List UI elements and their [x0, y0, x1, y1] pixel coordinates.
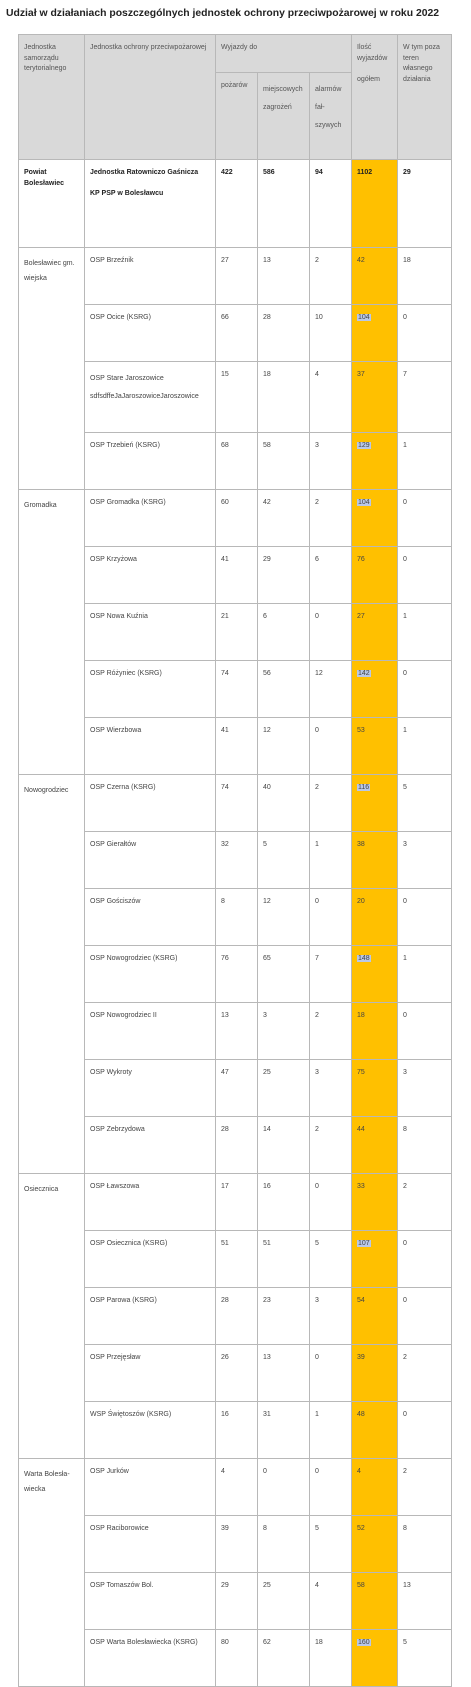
mz-cell: 51: [258, 1231, 310, 1288]
header-poza: W tym poza teren własnego działania: [398, 35, 452, 160]
summary-unit-line2: KP PSP w Bolesławcu: [90, 190, 164, 197]
pozary-cell: 28: [216, 1117, 258, 1174]
unit-cell: OSP Gierałtów: [85, 832, 216, 889]
af-cell: 4: [310, 1573, 352, 1630]
total-cell: [352, 832, 398, 889]
page-title: Udział w działaniach poszczególnych jednostek ochrony przeciwpożarowej w roku 2022: [6, 8, 440, 19]
header-unit: Jednostka ochrony przeciwpożarowej: [85, 35, 216, 160]
unit-cell: OSP Parowa (KSRG): [85, 1288, 216, 1345]
total-value: 104: [358, 314, 370, 321]
total-value: 75: [357, 1069, 365, 1076]
unit-cell: OSP Przejęsław: [85, 1345, 216, 1402]
total-value: 53: [357, 727, 365, 734]
pozary-cell: 15: [216, 362, 258, 433]
unit-cell: OSP Trzebień (KSRG): [85, 433, 216, 490]
af-cell: 2: [310, 775, 352, 832]
total-value: 42: [357, 257, 365, 264]
total-cell: [352, 1117, 398, 1174]
summary-unit: [85, 160, 216, 248]
total-value: 148: [358, 955, 370, 962]
table-row: [19, 1459, 452, 1516]
table-row: [19, 775, 452, 832]
mz-cell: 25: [258, 1060, 310, 1117]
pozary-cell: 29: [216, 1573, 258, 1630]
unit-cell: OSP Nowogrodziec (KSRG): [85, 946, 216, 1003]
pozary-cell: 13: [216, 1003, 258, 1060]
pozary-cell: 51: [216, 1231, 258, 1288]
total-cell: [352, 1231, 398, 1288]
total-value: 116: [358, 784, 370, 791]
mz-cell: 25: [258, 1573, 310, 1630]
mz-cell: 58: [258, 433, 310, 490]
af-cell: 3: [310, 1060, 352, 1117]
pozary-cell: 47: [216, 1060, 258, 1117]
header-ilosc: [352, 35, 398, 160]
af-cell: 2: [310, 1117, 352, 1174]
pozary-cell: 68: [216, 433, 258, 490]
pozary-cell: 74: [216, 775, 258, 832]
total-cell: [352, 1402, 398, 1459]
af-cell: 5: [310, 1231, 352, 1288]
header-mz: miejscowych zagrożeń: [258, 73, 310, 160]
total-value: 4: [357, 1468, 361, 1475]
poza-cell: 5: [398, 775, 452, 832]
mz-cell: 42: [258, 490, 310, 547]
af-cell: 4: [310, 362, 352, 433]
mz-cell: 65: [258, 946, 310, 1003]
total-cell: [352, 248, 398, 305]
header-af: alarmów fał-szywych: [310, 73, 352, 160]
unit-cell: OSP Stare Jaroszowice sdfsdffeJaJaroszowiceJaroszowice: [85, 362, 216, 433]
jst-cell: Nowogrodziec: [19, 775, 85, 1174]
total-value: 76: [357, 556, 365, 563]
mz-cell: 13: [258, 1345, 310, 1402]
poza-cell: 0: [398, 889, 452, 946]
poza-cell: 0: [398, 1288, 452, 1345]
total-value: 44: [357, 1126, 365, 1133]
af-cell: 12: [310, 661, 352, 718]
af-cell: 0: [310, 1459, 352, 1516]
unit-cell: OSP Nowogrodziec II: [85, 1003, 216, 1060]
af-cell: 0: [310, 1345, 352, 1402]
unit-cell: OSP Brzeźnik: [85, 248, 216, 305]
summary-poza: 29: [398, 160, 452, 248]
af-cell: 0: [310, 718, 352, 775]
total-value: 104: [358, 499, 370, 506]
pozary-cell: 17: [216, 1174, 258, 1231]
unit-cell: WSP Świętoszów (KSRG): [85, 1402, 216, 1459]
total-cell: [352, 1459, 398, 1516]
summary-af: 94: [310, 160, 352, 248]
total-value: 48: [357, 1411, 365, 1418]
mz-cell: 28: [258, 305, 310, 362]
unit-cell: OSP Ocice (KSRG): [85, 305, 216, 362]
af-cell: 1: [310, 1402, 352, 1459]
pozary-cell: 28: [216, 1288, 258, 1345]
poza-cell: 0: [398, 1402, 452, 1459]
total-value: 37: [357, 371, 365, 378]
total-value: 33: [357, 1183, 365, 1190]
af-cell: 5: [310, 1516, 352, 1573]
poza-cell: 8: [398, 1516, 452, 1573]
total-cell: [352, 718, 398, 775]
poza-cell: 0: [398, 490, 452, 547]
pozary-cell: 8: [216, 889, 258, 946]
poza-cell: 0: [398, 547, 452, 604]
total-cell: [352, 1288, 398, 1345]
summary-pozary: 422: [216, 160, 258, 248]
table-row: [19, 1174, 452, 1231]
pozary-cell: 60: [216, 490, 258, 547]
mz-cell: 23: [258, 1288, 310, 1345]
total-value: 58: [357, 1582, 365, 1589]
unit-cell: OSP Warta Bolesławiecka (KSRG): [85, 1630, 216, 1687]
pozary-cell: 16: [216, 1402, 258, 1459]
total-cell: [352, 305, 398, 362]
poza-cell: 0: [398, 305, 452, 362]
total-cell: [352, 1060, 398, 1117]
af-cell: 2: [310, 490, 352, 547]
af-cell: 6: [310, 547, 352, 604]
total-value: 20: [357, 898, 365, 905]
total-cell: [352, 775, 398, 832]
af-cell: 7: [310, 946, 352, 1003]
total-cell: [352, 1003, 398, 1060]
poza-cell: 7: [398, 362, 452, 433]
poza-cell: 2: [398, 1174, 452, 1231]
mz-cell: 31: [258, 1402, 310, 1459]
header-ogolem: ogółem: [357, 75, 380, 83]
af-cell: 18: [310, 1630, 352, 1687]
af-cell: 2: [310, 1003, 352, 1060]
pozary-cell: 32: [216, 832, 258, 889]
table-row: [19, 490, 452, 547]
pozary-cell: 80: [216, 1630, 258, 1687]
pozary-cell: 74: [216, 661, 258, 718]
mz-cell: 8: [258, 1516, 310, 1573]
af-cell: 2: [310, 248, 352, 305]
unit-cell: OSP Tomaszów Bol.: [85, 1573, 216, 1630]
mz-cell: 62: [258, 1630, 310, 1687]
af-cell: 3: [310, 433, 352, 490]
unit-cell: OSP Wykroty: [85, 1060, 216, 1117]
total-value: 38: [357, 841, 365, 848]
mz-cell: 12: [258, 889, 310, 946]
unit-cell: OSP Gościszów: [85, 889, 216, 946]
table-row: [19, 248, 452, 305]
total-cell: [352, 547, 398, 604]
unit-cell: OSP Jurków: [85, 1459, 216, 1516]
mz-cell: 40: [258, 775, 310, 832]
header-jst: Jednostka samorządu terytorialnego: [19, 35, 85, 160]
pozary-cell: 4: [216, 1459, 258, 1516]
pozary-cell: 41: [216, 547, 258, 604]
total-value: 142: [358, 670, 370, 677]
total-cell: [352, 661, 398, 718]
total-value: 107: [358, 1240, 370, 1247]
mz-cell: 29: [258, 547, 310, 604]
total-cell: [352, 1516, 398, 1573]
poza-cell: 0: [398, 1003, 452, 1060]
total-cell: [352, 362, 398, 433]
total-value: 18: [357, 1012, 365, 1019]
jst-cell: Warta Bolesła-wiecka: [19, 1459, 85, 1687]
unit-cell: OSP Nowa Kuźnia: [85, 604, 216, 661]
poza-cell: 5: [398, 1630, 452, 1687]
jst-cell: Gromadka: [19, 490, 85, 775]
summary-mz: 586: [258, 160, 310, 248]
pozary-cell: 66: [216, 305, 258, 362]
pozary-cell: 27: [216, 248, 258, 305]
total-value: 39: [357, 1354, 365, 1361]
pozary-cell: 76: [216, 946, 258, 1003]
af-cell: 3: [310, 1288, 352, 1345]
total-value: 160: [358, 1639, 370, 1646]
unit-cell: OSP Ławszowa: [85, 1174, 216, 1231]
unit-cell: OSP Czerna (KSRG): [85, 775, 216, 832]
total-cell: [352, 889, 398, 946]
mz-cell: 16: [258, 1174, 310, 1231]
total-cell: [352, 1630, 398, 1687]
poza-cell: 0: [398, 661, 452, 718]
header-ilosc-label: Ilość wyjazdów: [357, 44, 388, 62]
pozary-cell: 39: [216, 1516, 258, 1573]
unit-cell: OSP Różyniec (KSRG): [85, 661, 216, 718]
poza-cell: 1: [398, 604, 452, 661]
poza-cell: 0: [398, 1231, 452, 1288]
mz-cell: 3: [258, 1003, 310, 1060]
af-cell: 10: [310, 305, 352, 362]
total-cell: [352, 1345, 398, 1402]
jst-cell: Bolesławiec gm. wiejska: [19, 248, 85, 490]
af-cell: 0: [310, 604, 352, 661]
mz-cell: 18: [258, 362, 310, 433]
unit-cell: OSP Raciborowice: [85, 1516, 216, 1573]
header-wyjazdy-do: Wyjazdy do: [216, 35, 352, 73]
header-pozarow: pożarów: [216, 73, 258, 160]
pozary-cell: 21: [216, 604, 258, 661]
poza-cell: 8: [398, 1117, 452, 1174]
total-cell: [352, 490, 398, 547]
af-cell: 0: [310, 1174, 352, 1231]
total-value: 52: [357, 1525, 365, 1532]
total-cell: [352, 433, 398, 490]
poza-cell: 1: [398, 718, 452, 775]
poza-cell: 1: [398, 433, 452, 490]
total-cell: [352, 1573, 398, 1630]
unit-cell: OSP Osiecznica (KSRG): [85, 1231, 216, 1288]
mz-cell: 6: [258, 604, 310, 661]
total-value: 129: [358, 442, 370, 449]
fire-units-table: [18, 34, 452, 1687]
summary-jst: Powiat Bolesławiec: [19, 160, 85, 248]
pozary-cell: 41: [216, 718, 258, 775]
poza-cell: 2: [398, 1459, 452, 1516]
unit-cell: OSP Zebrzydowa: [85, 1117, 216, 1174]
summary-row: [19, 160, 452, 248]
poza-cell: 18: [398, 248, 452, 305]
jst-cell: Osiecznica: [19, 1174, 85, 1459]
summary-total: 1102: [352, 160, 398, 248]
mz-cell: 12: [258, 718, 310, 775]
total-cell: [352, 604, 398, 661]
unit-cell: OSP Wierzbowa: [85, 718, 216, 775]
poza-cell: 3: [398, 1060, 452, 1117]
mz-cell: 56: [258, 661, 310, 718]
total-value: 27: [357, 613, 365, 620]
af-cell: 1: [310, 832, 352, 889]
poza-cell: 3: [398, 832, 452, 889]
pozary-cell: 26: [216, 1345, 258, 1402]
total-value: 54: [357, 1297, 365, 1304]
mz-cell: 14: [258, 1117, 310, 1174]
mz-cell: 13: [258, 248, 310, 305]
mz-cell: 5: [258, 832, 310, 889]
unit-cell: OSP Gromadka (KSRG): [85, 490, 216, 547]
total-cell: [352, 946, 398, 1003]
af-cell: 0: [310, 889, 352, 946]
poza-cell: 13: [398, 1573, 452, 1630]
total-cell: [352, 1174, 398, 1231]
summary-unit-line1: Jednostka Ratowniczo Gaśnicza: [90, 169, 199, 176]
unit-cell: OSP Krzyżowa: [85, 547, 216, 604]
poza-cell: 2: [398, 1345, 452, 1402]
poza-cell: 1: [398, 946, 452, 1003]
mz-cell: 0: [258, 1459, 310, 1516]
